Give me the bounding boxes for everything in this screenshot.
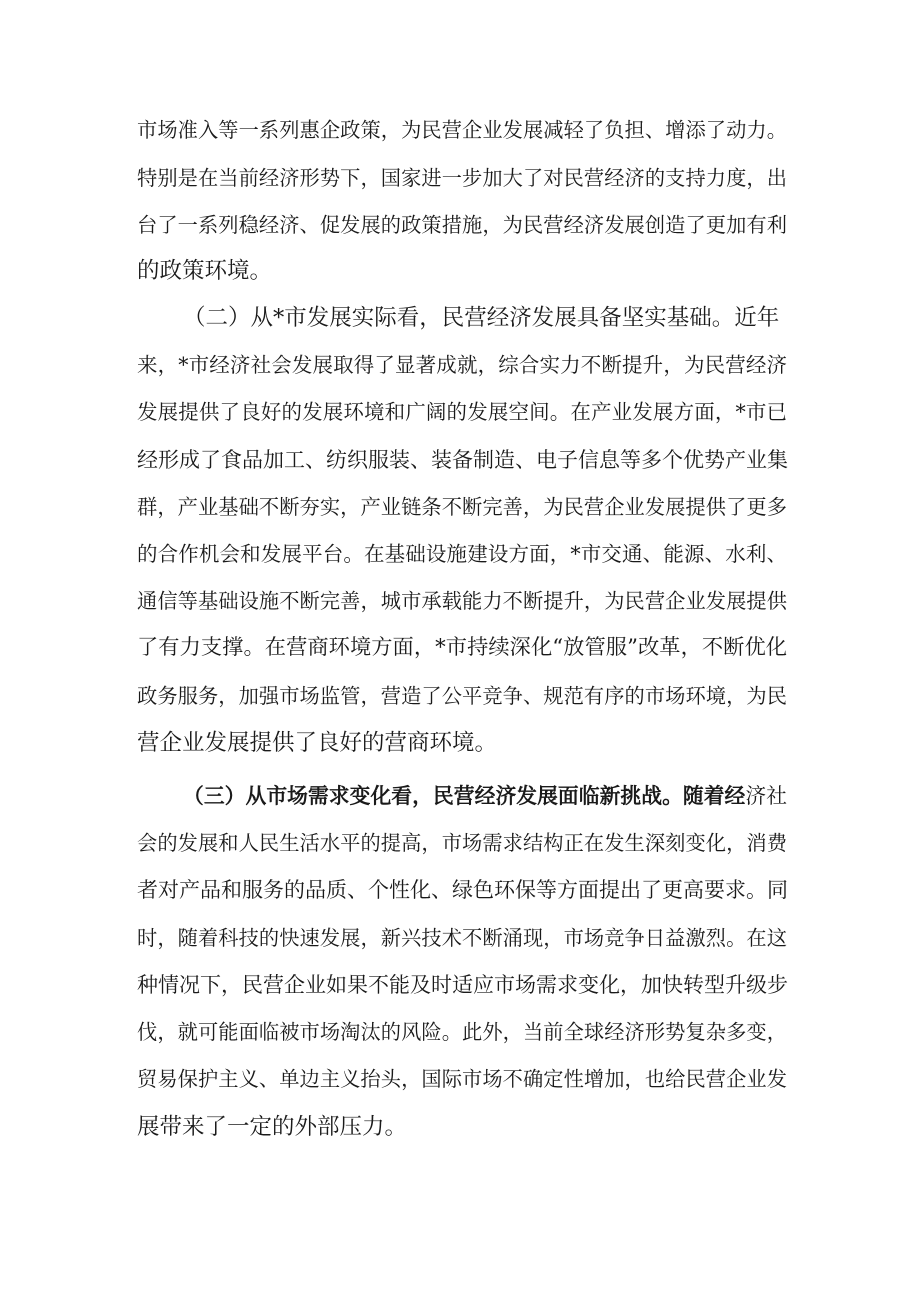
paragraph-2-line-2: 来，*市经济社会发展取得了显著成就，综合实力不断提升，为民营经济 bbox=[137, 353, 787, 377]
paragraph-3-line-1 bbox=[183, 776, 787, 816]
paragraph-3-line-3: 者对产品和服务的品质、个性化、绿色环保等方面提出了更高要求。同 bbox=[137, 878, 788, 902]
paragraph-2-line-1: （二）从*市发展实际看，民营经济发展具备坚实基础。近年 bbox=[183, 305, 780, 331]
paragraph-3-line-1-rest: 济社 bbox=[745, 784, 787, 808]
paragraph-2-line-9: 政务服务，加强市场监管，营造了公平竞争、规范有序的市场环境，为民 bbox=[137, 684, 787, 708]
paragraph-2-line-4: 经形成了食品加工、纺织服装、装备制造、电子信息等多个优势产业集 bbox=[137, 448, 788, 472]
paragraph-2-line-8: 了有力支撑。在营商环境方面，*市持续深化“放管服”改革，不断优化 bbox=[137, 635, 787, 660]
paragraph-1-line-4: 的政策环境。 bbox=[137, 258, 273, 284]
paragraph-2-line-10: 营企业发展提供了良好的营商环境。 bbox=[137, 730, 498, 756]
paragraph-3-line-2: 会的发展和人民生活水平的提高，市场需求结构正在发生深刻变化，消费 bbox=[137, 831, 787, 855]
paragraph-2-line-7: 通信等基础设施不断完善，城市承载能力不断提升，为民营企业发展提供 bbox=[137, 589, 787, 613]
paragraph-3-line-5: 种情况下，民营企业如果不能及时适应市场需求变化，加快转型升级步 bbox=[137, 973, 788, 997]
paragraph-1-line-3: 台了一系列稳经济、促发展的政策措施，为民营经济发展创造了更加有利 bbox=[137, 213, 787, 237]
paragraph-2-line-5: 群，产业基础不断夯实，产业链条不断完善，为民营企业发展提供了更多 bbox=[137, 495, 787, 519]
paragraph-2-line-3: 发展提供了良好的发展环境和广阔的发展空间。在产业发展方面，*市已 bbox=[137, 400, 787, 424]
paragraph-3-line-4: 时，随着科技的快速发展，新兴技术不断涌现，市场竞争日益激烈。在这 bbox=[137, 926, 787, 950]
paragraph-3-line-6: 伐，就可能面临被市场淘汰的风险。此外，当前全球经济形势复杂多变， bbox=[137, 1020, 787, 1044]
paragraph-1-line-2: 特别是在当前经济形势下，国家进一步加大了对民营经济的支持力度，出 bbox=[137, 166, 787, 190]
paragraph-1-line-1: 市场准入等一系列惠企政策，为民营企业发展减轻了负担、增添了动力。 bbox=[137, 118, 787, 142]
paragraph-3-line-7: 贸易保护主义、单边主义抬头，国际市场不确定性增加，也给民营企业发 bbox=[137, 1067, 787, 1091]
paragraph-3-line-8: 展带来了一定的外部压力。 bbox=[137, 1114, 408, 1140]
paragraph-3-heading: （三）从市场需求变化看，民营经济发展面临新挑战。随着经 bbox=[183, 784, 746, 808]
paragraph-2-line-6: 的合作机会和发展平台。在基础设施建设方面，*市交通、能源、水利、 bbox=[137, 542, 787, 566]
